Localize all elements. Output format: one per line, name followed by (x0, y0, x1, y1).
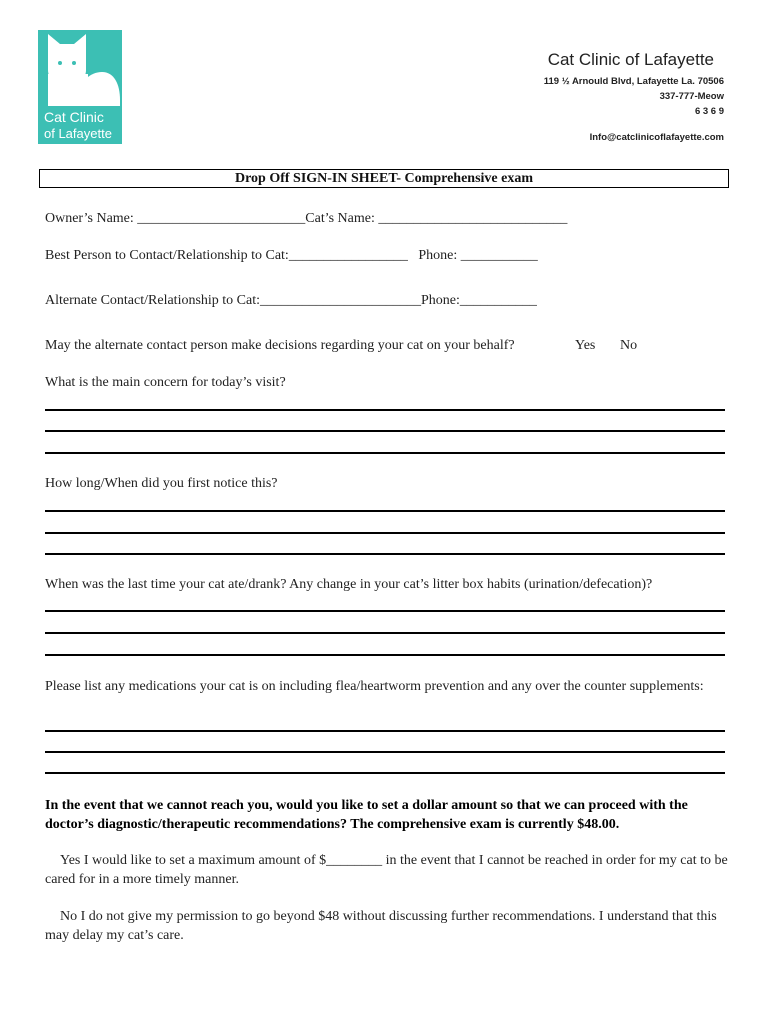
clinic-name: Cat Clinic of Lafayette (547, 50, 714, 69)
clinic-phone-digits: 6 3 6 9 (694, 106, 724, 117)
yes-option-text[interactable]: Yes I would like to set a maximum amount of $________ in the event that I cannot be reached in order for my cat to be cared for in a more timely manner. (45, 853, 728, 887)
answer-line[interactable] (45, 510, 725, 512)
answer-line[interactable] (45, 751, 725, 753)
decision-question: May the alternate contact person make decisions regarding your cat on your behalf? (45, 338, 515, 353)
how-long-question: How long/When did you first notice this? (45, 476, 278, 491)
concern-question: What is the main concern for today’s visit? (45, 375, 286, 390)
answer-line[interactable] (45, 610, 725, 612)
answer-line[interactable] (45, 654, 725, 656)
answer-line[interactable] (45, 452, 725, 454)
alternate-contact-line[interactable]: Alternate Contact/Relationship to Cat:_______________________Phone:___________ (45, 293, 537, 308)
clinic-logo (38, 30, 122, 144)
decision-no-option[interactable]: No (620, 338, 638, 353)
answer-line[interactable] (45, 532, 725, 534)
medications-question: Please list any medications your cat is on including flea/heartworm prevention and any over the counter supplements: (45, 679, 704, 694)
decision-yes-option[interactable]: Yes (575, 338, 596, 353)
contact-line[interactable]: Best Person to Contact/Relationship to Cat:_________________ Phone: ___________ (45, 248, 538, 263)
clinic-contact-info (544, 74, 724, 145)
answer-line[interactable] (45, 430, 725, 432)
answer-line[interactable] (45, 632, 725, 634)
logo-line2: of Lafayette (44, 126, 112, 141)
consent-question: In the event that we cannot reach you, would you like to set a dollar amount so that we can proceed with the doctor’s diagnostic/therapeutic recommendations? The comprehensive exam is currently $48.00. (45, 798, 688, 832)
answer-line[interactable] (45, 409, 725, 411)
form-title: Drop Off SIGN-IN SHEET- Comprehensive exam (39, 169, 729, 188)
clinic-phone-word: 337-777-Meow (659, 91, 724, 102)
answer-line[interactable] (45, 730, 725, 732)
logo-line1: Cat Clinic (44, 109, 104, 125)
no-option-text[interactable]: No I do not give my permission to go beyond $48 without discussing further recommendations. I understand that this may delay my cat’s care. (45, 909, 717, 943)
ate-drank-question: When was the last time your cat ate/drank? Any change in your cat’s litter box habits (urination/defecation)? (45, 577, 653, 592)
owner-cat-name-line[interactable]: Owner’s Name: ________________________Cat’s Name: ___________________________ (45, 211, 568, 226)
clinic-address: 119 ½ Arnould Blvd, Lafayette La. 70506 (543, 76, 724, 87)
answer-line[interactable] (45, 553, 725, 555)
answer-line[interactable] (45, 772, 725, 774)
clinic-email: Info@catclinicoflafayette.com (589, 132, 724, 143)
